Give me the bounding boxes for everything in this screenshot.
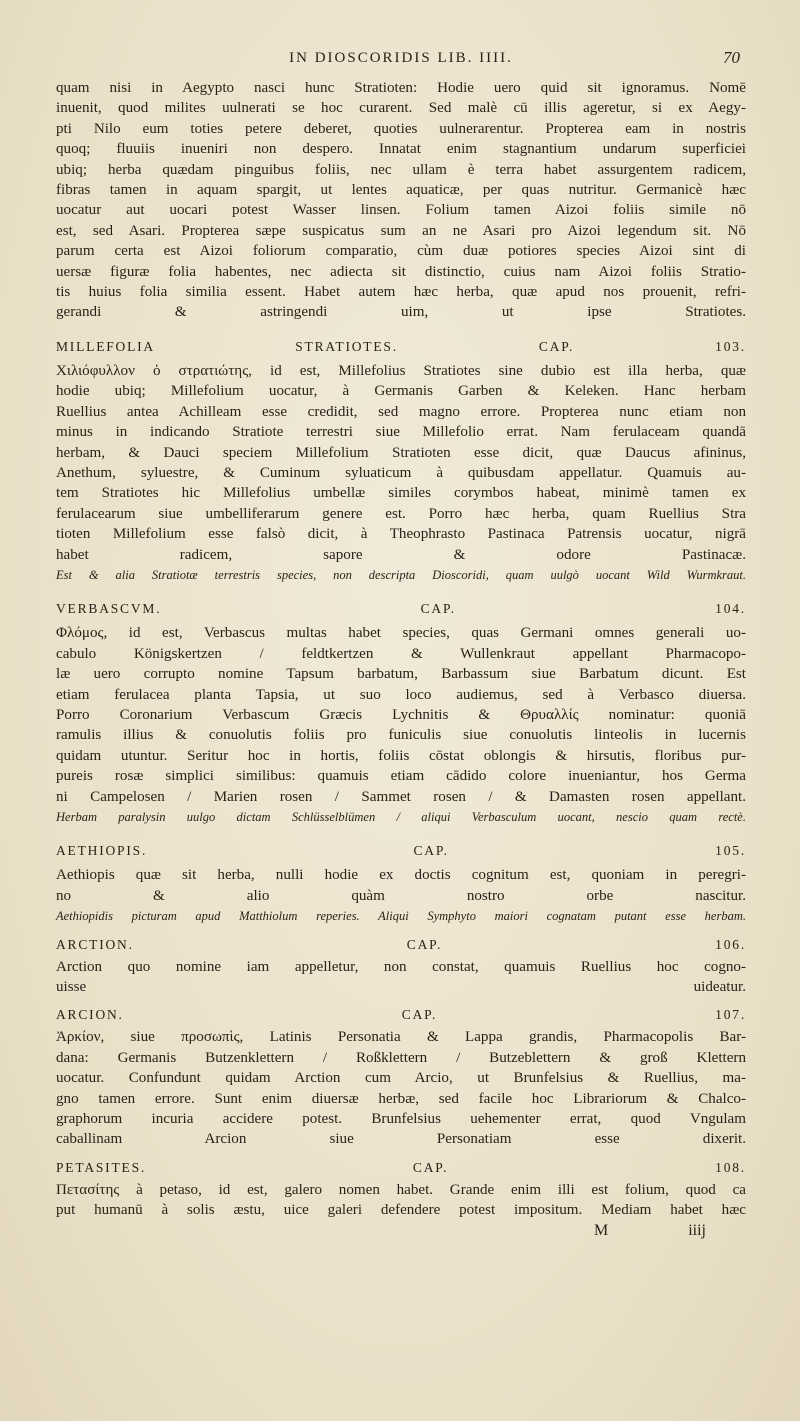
text-line: quidam utuntur. Seritur hoc in hortis, foliis cōstat oblongis & hirsutis, floribus pur- xyxy=(56,747,746,764)
text-line: Πετασίτης à petaso, id est, galero nomen habet. Grande enim illi est folium, quod ca xyxy=(56,1181,746,1198)
text-line: hodie ubiq; Millefolium uocatur, à Germanis Garben & Keleken. Hanc herbam xyxy=(56,383,746,400)
text-line: pti Nilo eum toties petere deberet, quoties uulnerarentur. Propterea eam in nostris xyxy=(56,120,746,137)
text-line: dana: Germanis Butzenklettern / Roßklettern / Butzeblettern & groß Klettern xyxy=(56,1049,746,1066)
chapter-heading: AETHIOPIS. CAP. 105. xyxy=(56,843,746,859)
text-line: no & alio quàm nostro orbe nascitur. xyxy=(56,887,746,904)
text-line: ni Campelosen / Marien rosen / Sammet rosen / & Damasten rosen appellant. xyxy=(56,788,746,805)
text-line: est, sed Asari. Propterea sæpe suspicatus sum an ne Asari pro Aizoi legendum sit. Nō xyxy=(56,222,746,239)
signature-number: iiij xyxy=(688,1221,706,1239)
text-line: put humanū à solis æstu, uice galeri defendere potest impositum. Mediam habet hæc xyxy=(56,1202,746,1219)
text-line: Ἀρκίον, siue προσωπὶς, Latinis Personatia & Lappa grandis, Pharmacopolis Bar- xyxy=(56,1029,746,1046)
signature-letter: M xyxy=(593,1221,609,1239)
text-line: tem Stratiotes hic Millefolius umbellæ similes corymbos habeat, minimè tamen ex xyxy=(56,485,746,502)
running-title: IN DIOSCORIDIS LIB. IIII. xyxy=(289,50,513,66)
running-head xyxy=(56,38,746,78)
text-line: quam nisi in Aegypto nasci hunc Stratioten: Hodie uero quid sit ignoramus. Nomē xyxy=(56,80,746,96)
text-line: Anethum, syluestre, & Cuminum syluaticum à quibusdam appellatur. Quamuis au- xyxy=(56,464,746,481)
text-line: Χιλιόφυλλον ὁ στρατιώτης, id est, Millefolius Stratiotes sine dubio est illa herba, quæ xyxy=(56,362,746,379)
text-line: ferulacearum siue umbelliferarum genere est. Porro hæc herba, quam Ruellius Stra xyxy=(56,505,746,522)
text-line: Φλόμος, id est, Verbascus multas habet species, quas Germani omnes generali uo- xyxy=(56,625,746,642)
marginal-note: Est & alia Stratiotæ terrestris species, non descripta Dioscoridi, quam uulgò uocant Wild Wurmkraut. xyxy=(56,567,746,582)
chapter-heading: ARCION. CAP. 107. xyxy=(56,1007,746,1023)
text-line: uersæ figuræ folia habentes, nec adiecta sit distinctio, cuius nam Aizoi foliis Stratio- xyxy=(56,263,746,280)
text-line: pureis rosæ simplici similibus: quamuis etiam cādido colore inueniantur, hos Germa xyxy=(56,768,746,785)
text-line: uisse uideatur. xyxy=(56,979,746,996)
text-line: Porro Coronarium Verbascum Græcis Lychnitis & Θρυαλλίς nominatur: quoniā xyxy=(56,706,746,723)
chapter-heading: PETASITES. CAP. 108. xyxy=(56,1159,746,1175)
text-line: læ uero corrupto nomine Tapsum barbatum, Barbassum siue Barbatum dicunt. Est xyxy=(56,666,746,683)
marginal-note: Herbam paralysin uulgo dictam Schlüsselblümen / aliqui Verbasculum uocant, nescio quam rectè. xyxy=(56,810,746,824)
text-line: herbam, & Dauci speciem Millefolium Stratioten esse dicit, quæ Daucus afininus, xyxy=(56,444,746,461)
text-line: uocatur. Confundunt quidam Arction cum Arcio, ut Brunfelsius & Ruellius, ma- xyxy=(56,1070,746,1087)
text-line: gno tamen errore. Sunt enim diuersæ herbæ, sed facile hoc Librariorum & Chalco- xyxy=(56,1090,746,1107)
text-line: gerandi & astringendi uim, ut ipse Stratiotes. xyxy=(56,304,746,321)
chapter-heading: MILLEFOLIA STRATIOTES. CAP. 103. xyxy=(56,338,746,354)
text-line: Arction quo nomine iam appelletur, non constat, quamuis Ruellius hoc cogno- xyxy=(56,958,746,975)
text-line: graphorum incuria accidere potest. Brunfelsius uehementer errat, quod Vngulam xyxy=(56,1111,746,1128)
chapter-heading: VERBASCVM. CAP. 104. xyxy=(56,601,746,617)
marginal-note: Aethiopidis picturam apud Matthiolum reperies. Aliqui Symphyto maiori cognatam putant esse herbam. xyxy=(56,909,746,924)
text-line: cabulo Königskertzen / feldtkertzen & Wullenkraut appellant Pharmacopo- xyxy=(56,645,746,662)
text-line: fibras tamen in aquam spargit, ut lentes aquaticæ, per quas nutritur. Germanicè hæc xyxy=(56,182,746,199)
text-line: uocatur aut uocari potest Wasser linsen. Folium tamen Aizoi foliis simile nō xyxy=(56,202,746,219)
signature-mark xyxy=(56,1221,746,1241)
text-line: minus in indicando Stratiote terrestri siue Millefolio errat. Nam ferulaceam quandā xyxy=(56,424,746,441)
text-line: tis huius folia similia essent. Habet autem hæc herba, quæ apud nos prouenit, refri- xyxy=(56,284,746,301)
page-body xyxy=(56,78,746,1221)
text-line: Ruellius antea Achilleam esse credidit, sed magno errore. Propterea nunc etiam non xyxy=(56,403,746,420)
text-line: tioten Millefolium esse falsò dicit, à Theophrasto Pastinaca Patrensis uocatur, nigrā xyxy=(56,526,746,543)
text-line: Aethiopis quæ sit herba, nulli hodie ex doctis cognitum est, quoniam in peregri- xyxy=(56,867,746,884)
text-line: ubiq; herba quædam pinguibus foliis, nec ullam è terra habet assurgentem radicem, xyxy=(56,161,746,178)
page-number: 70 xyxy=(723,48,740,67)
text-line: ramulis illius & conuolutis foliis pro funiculis siue conuolutis linteolis in lucernis xyxy=(56,727,746,744)
text-line: etiam ferulacea planta Tapsia, ut suo loco audiemus, sed à Verbasco diuersa. xyxy=(56,686,746,703)
text-line: quoq; fluuiis inueniri non despero. Innatat enim stagnantium undarum superficiei xyxy=(56,141,746,158)
text-line: parum certa est Aizoi foliorum comparatio, cùm duæ potiores species Aizoi sint di xyxy=(56,243,746,260)
text-line: inuenit, quod milites uulnerati se hoc curarent. Sed malè cū illis ageretur, si ex Aegy- xyxy=(56,100,746,117)
chapter-heading: ARCTION. CAP. 106. xyxy=(56,936,746,952)
text-line: habet radicem, sapore & odore Pastinacæ. xyxy=(56,546,746,563)
text-line: caballinam Arcion siue Personatiam esse dixerit. xyxy=(56,1131,746,1148)
